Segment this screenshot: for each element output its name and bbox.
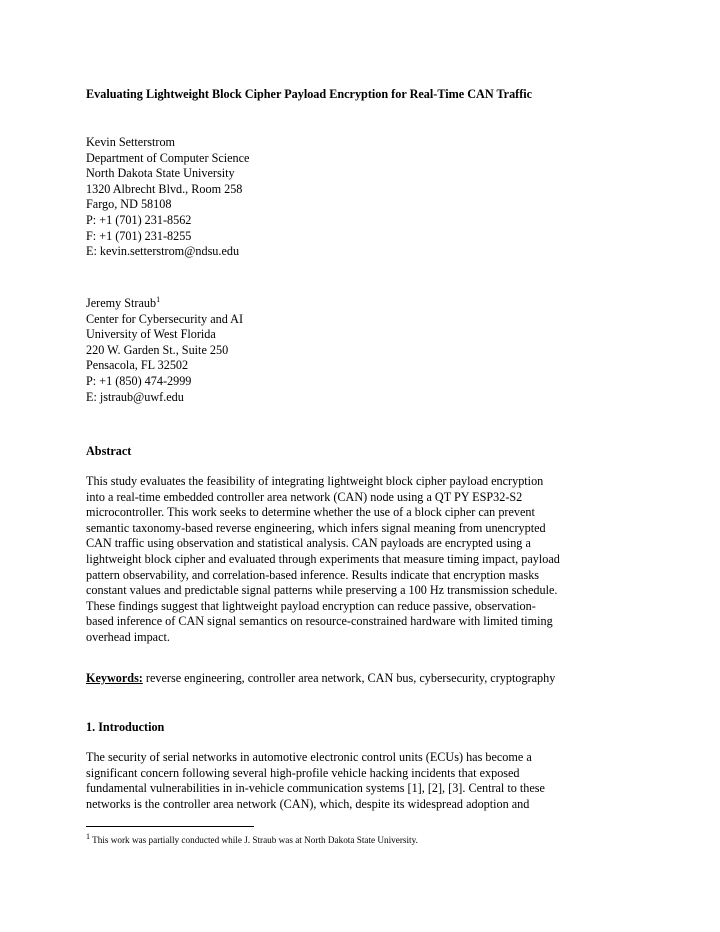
abstract-line: semantic taxonomy-based reverse engineering, which infers signal meaning from unencrypted [86,520,546,535]
author-street: 1320 Albrecht Blvd., Room 258 [86,181,243,196]
abstract-line: microcontroller. This work seeks to determine whether the use of a block cipher can prevent [86,505,535,520]
author-name: Jeremy Straub$^1$ [86,294,161,310]
author-phone: P: +1 (701) 231-8562 [86,212,192,227]
author-email: E: kevin.setterstrom@ndsu.edu [86,244,240,259]
abstract-heading: Abstract [86,444,132,458]
footnote-divider [86,826,254,827]
abstract-line: CAN traffic using observation and statistical analysis. CAN payloads are encrypted using a [86,536,531,551]
author-institution: University of West Florida [86,327,216,342]
abstract-line: This study evaluates the feasibility of integrating lightweight block cipher payload encryption [86,474,544,488]
author-phone: P: +1 (850) 474-2999 [86,373,192,388]
author-email: E: jstraub@uwf.edu [86,389,184,404]
paper-title: Evaluating Lightweight Block Cipher Payload Encryption for Real-Time CAN Traffic [86,87,533,101]
abstract-line: into a real-time embedded controller area network (CAN) node using a QT PY ESP32-S2 [86,489,523,504]
author-city: Fargo, ND 58108 [86,197,172,212]
author-department: Center for Cybersecurity and AI [86,311,244,326]
abstract-line: pattern observability, and correlation-based inference. Results indicate that encryption masks [86,567,540,582]
introduction-line: networks is the controller area network (CAN), which, despite its widespread adoption and [86,796,530,811]
abstract-line: based inference of CAN signal semantics on resource-constrained hardware with limited timing [86,614,553,629]
introduction-line: fundamental vulnerabilities in in-vehicle communication systems [1], [2], [3]. Central to these [86,781,545,796]
author-block-1 [86,135,646,260]
abstract-line: constant values and predictable signal patterns while preserving a 100 Hz transmission schedule. [86,583,558,598]
footnote-mark: 1 [86,831,90,841]
abstract-line: These findings suggest that lightweight payload encryption can reduce passive, observation- [86,598,536,613]
keywords-text: reverse engineering, controller area network, CAN bus, cybersecurity, cryptography [142,671,556,685]
author-fax: F: +1 (701) 231-8255 [86,228,192,243]
author-name: Kevin Setterstrom [86,135,176,149]
introduction-body [86,750,646,812]
author-street: 220 W. Garden St., Suite 250 [86,342,229,357]
author-block-2 [86,296,646,405]
footnote-text: This work was partially conducted while J. Straub was at North Dakota State University. [90,835,418,845]
keywords [86,671,646,687]
footnote [86,831,418,846]
introduction-line: significant concern following several high-profile vehicle hacking incidents that exposed [86,765,520,780]
keywords-label: Keywords: [86,671,143,685]
introduction-heading: 1. Introduction [86,720,165,734]
abstract-line: overhead impact. [86,629,170,644]
author-institution: North Dakota State University [86,166,235,181]
author-city: Pensacola, FL 32502 [86,358,189,373]
abstract-body [86,474,646,646]
footnote-mark: 1 [156,294,161,304]
introduction-line: The security of serial networks in automotive electronic control units (ECUs) has become a [86,750,532,764]
author-department: Department of Computer Science [86,150,250,165]
abstract-line: lightweight block cipher and evaluated through experiments that measure timing impact, payload [86,551,560,566]
